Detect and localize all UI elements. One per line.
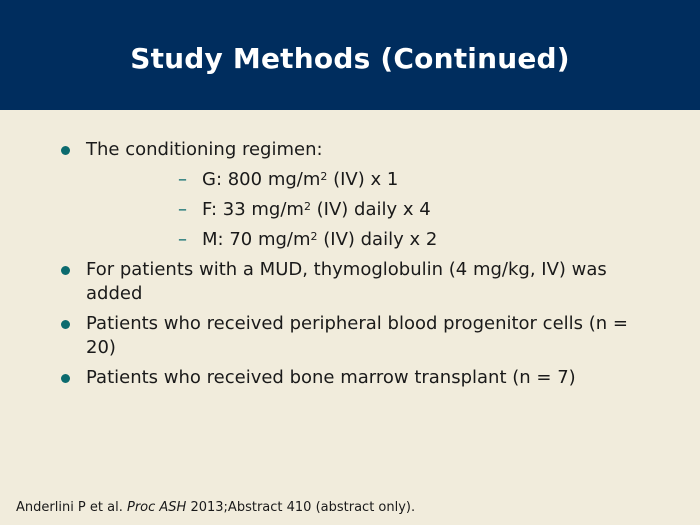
slide-header	[0, 0, 700, 110]
bullet-item	[0, 366, 700, 390]
sub-item	[86, 228, 660, 252]
bullet-dot-icon	[61, 320, 70, 329]
slide-title: Study Methods (Continued)	[130, 41, 570, 75]
bullet-text: Patients who received bone marrow transplant (n = 7)	[86, 367, 576, 388]
bullet-item	[0, 138, 700, 252]
bullet-item	[0, 312, 700, 360]
dash-icon: –	[178, 169, 187, 190]
dash-icon: –	[178, 229, 187, 250]
citation: Anderlini P et al. Proc ASH 2013;Abstract 410 (abstract only).	[16, 500, 416, 515]
sub-item	[86, 198, 660, 222]
sub-item-text: G: 800 $mg/m^2$ (IV) x 1	[202, 169, 399, 190]
sub-item-text: M: 70 $mg/m^2$ (IV) daily x 2	[202, 229, 438, 250]
bullet-dot-icon	[61, 374, 70, 383]
sub-item	[86, 168, 660, 192]
slide-body	[0, 138, 700, 396]
bullet-text: The conditioning regimen:	[86, 139, 323, 160]
bullet-text: Patients who received peripheral blood progenitor cells (n = 20)	[86, 313, 628, 358]
sub-item-text: F: 33 $mg/m^2$ (IV) daily x 4	[202, 199, 431, 220]
bullet-item	[0, 258, 700, 306]
bullet-dot-icon	[61, 266, 70, 275]
bullet-text: For patients with a MUD, thymoglobulin (4 mg/kg, IV) was added	[86, 259, 607, 304]
bullet-dot-icon	[61, 146, 70, 155]
dash-icon: –	[178, 199, 187, 220]
